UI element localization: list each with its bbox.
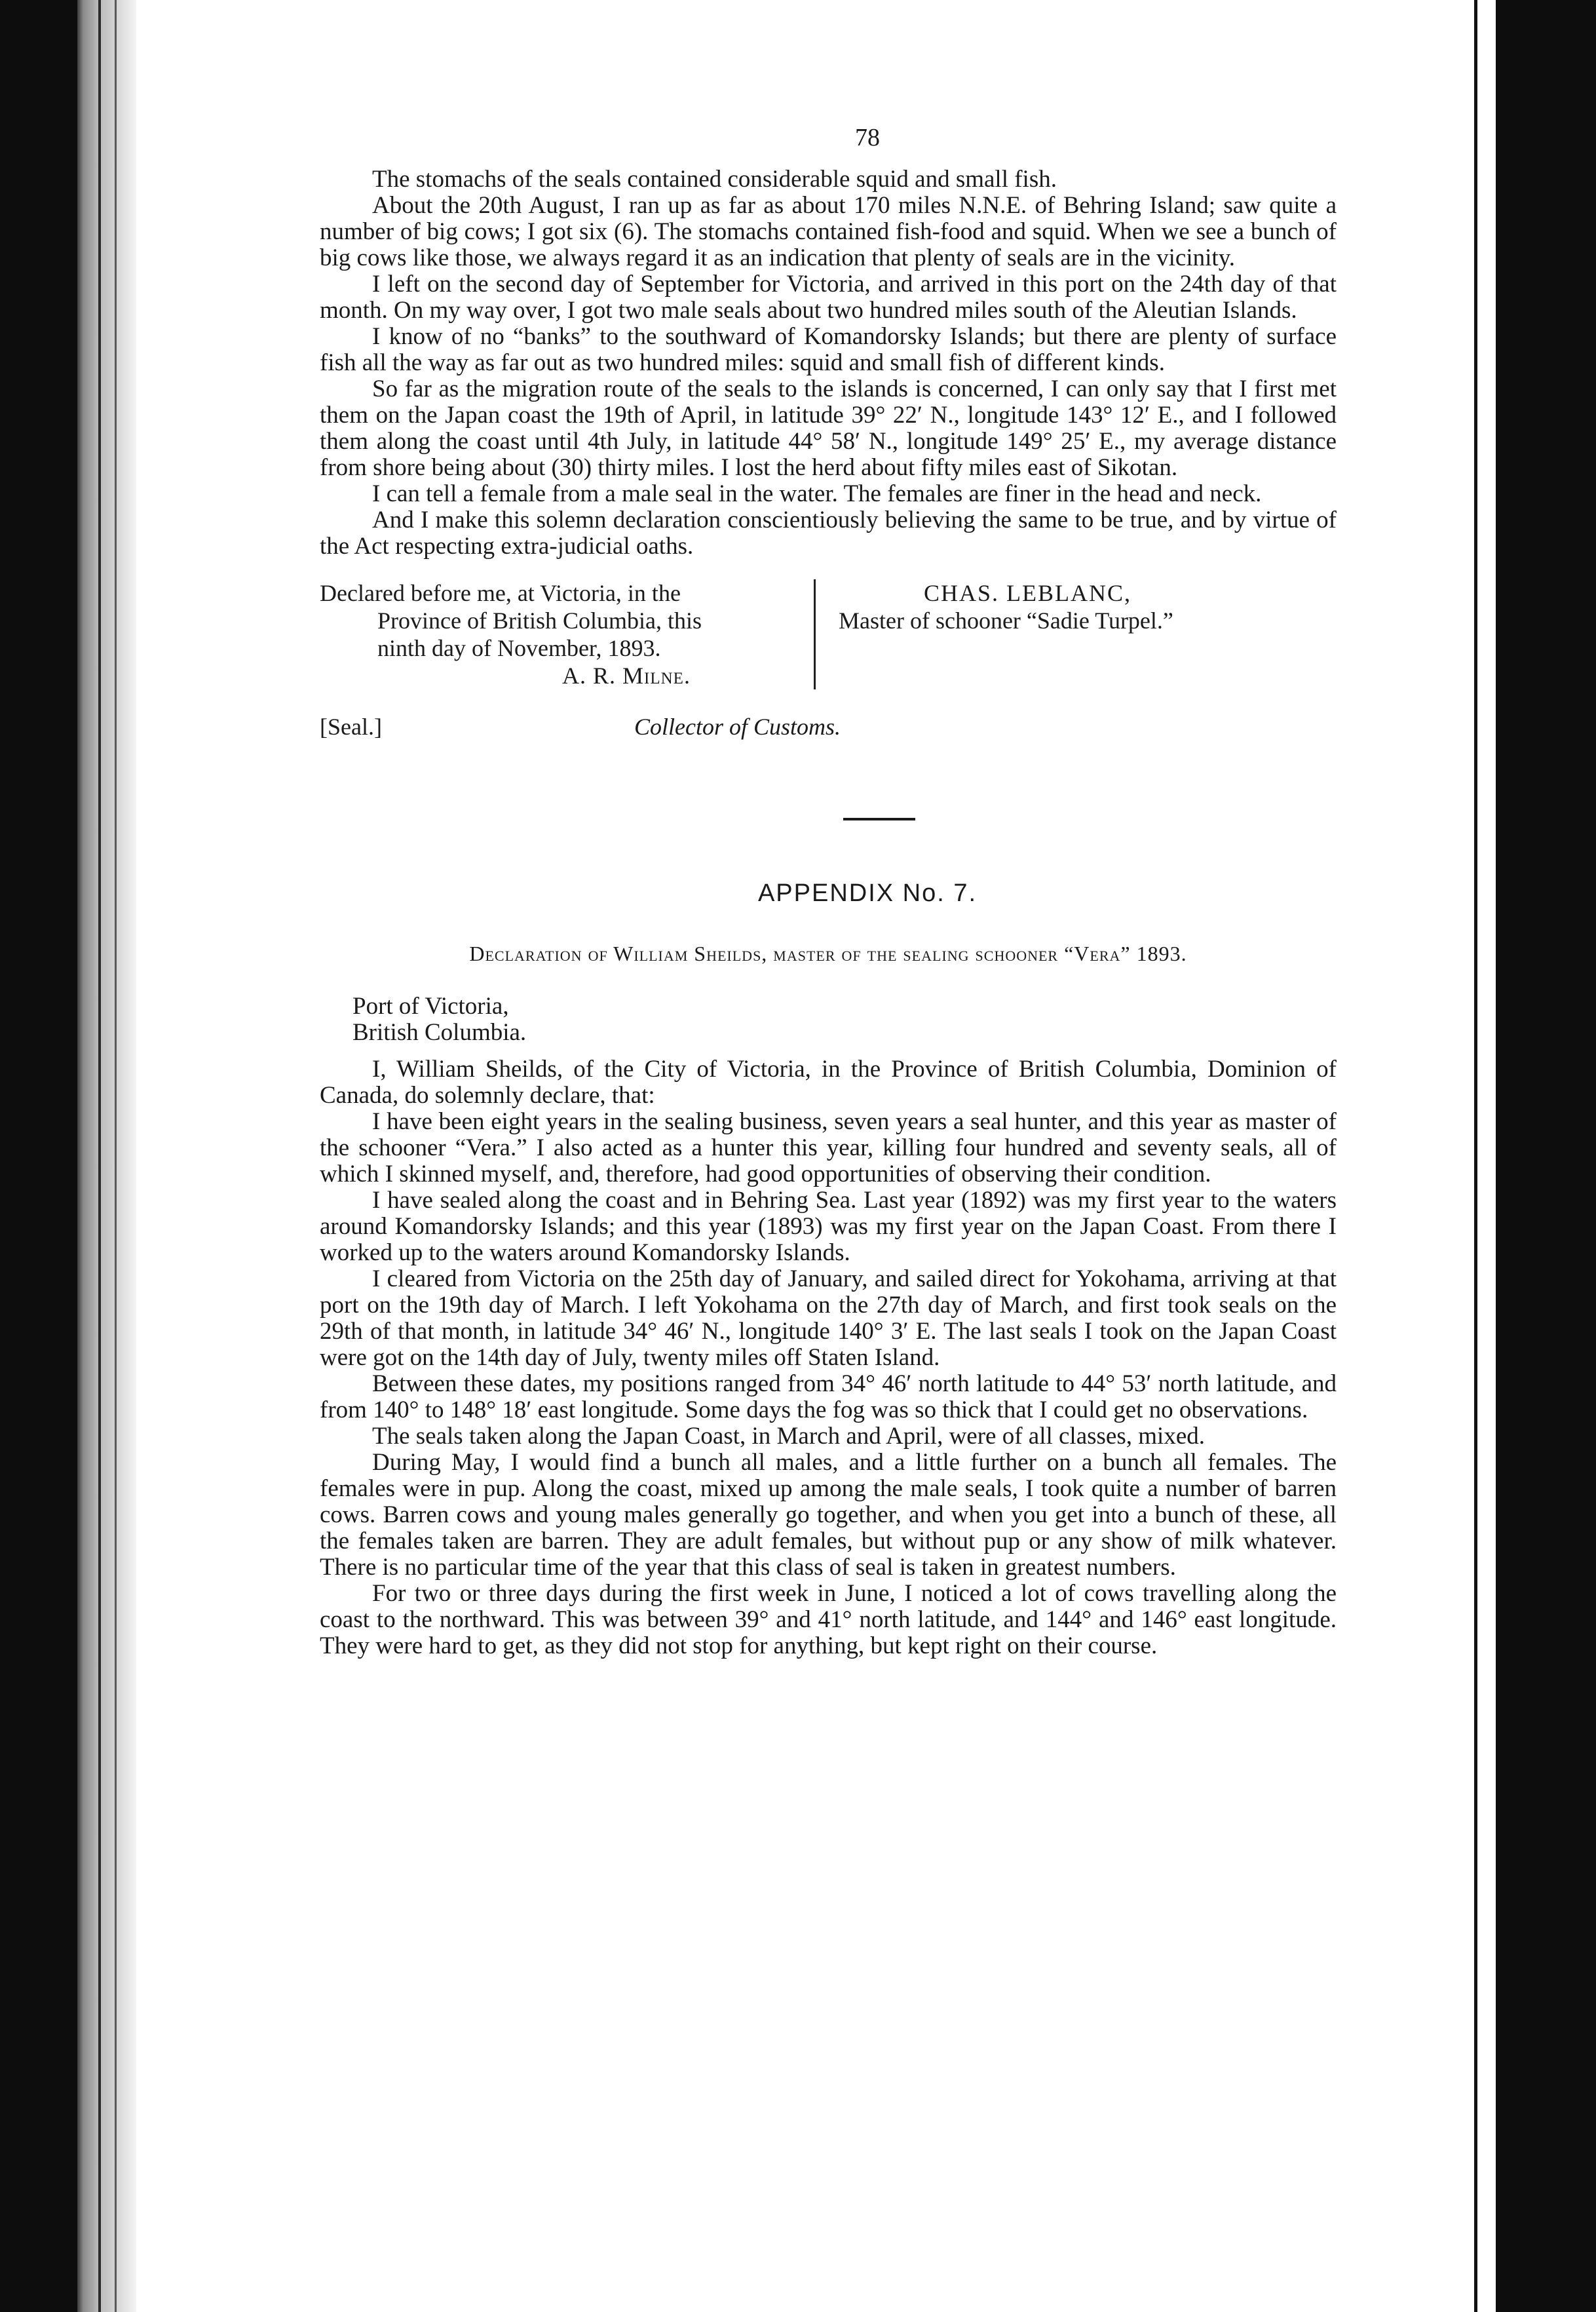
leblanc-declaration-continued	[320, 166, 1337, 560]
paragraph: And I make this solemn declaration conscientiously believing the same to be true, and by virtue of the Act respecting extra-judicial oaths.	[320, 507, 1337, 560]
appendix-title: APPENDIX No. 7.	[757, 879, 978, 907]
venue-line: British Columbia.	[352, 1019, 527, 1046]
declared-line: ninth day of November, 1893.	[377, 635, 661, 661]
scan-border-right	[1496, 0, 1596, 2312]
declarant-signature-block	[839, 579, 1337, 689]
declaration-signature-block	[320, 579, 1337, 689]
book-spine	[77, 0, 136, 2312]
spine-crease-inner	[115, 0, 117, 2312]
declaration-heading: Declaration of William Sheilds, master of the sealing schooner “Vera” 1893.	[469, 942, 1187, 965]
page-number: 78	[855, 124, 880, 151]
paragraph: I cleared from Victoria on the 25th day of January, and sailed direct for Yokohama, arriving at that port on the 19th day of March. I left Yokohama on the 27th day of March, and first took seals on the 29th of that month, in latitude 34° 46′ N., longitude 140° 3′ E. The last seals I took on the Japan Coast were got on the 14th day of July, twenty miles off Staten Island.	[320, 1265, 1337, 1371]
section-divider	[843, 818, 915, 820]
official-title: Collector of Customs.	[634, 714, 841, 740]
paragraph: So far as the migration route of the seals to the islands is concerned, I can only say that I first met them on the Japan coast the 19th of April, in latitude 39° 22′ N., longitude 143° 12′ E., and I followed them along the coast until 4th July, in latitude 44° 58′ N., longitude 149° 25′ E., my average distance from shore being about (30) thirty miles. I lost the herd about fifty miles east of Sikotan.	[320, 376, 1337, 481]
spine-crease	[98, 0, 101, 2312]
paragraph: For two or three days during the first week in June, I noticed a lot of cows travelling along the coast to the northward. This was between 39° and 41° north latitude, and 144° and 146° east longitude. They were hard to get, as they did not stop for anything, but kept right on their course.	[320, 1580, 1337, 1659]
paragraph: I left on the second day of September for Victoria, and arrived in this port on the 24th day of that month. On my way over, I got two male seals about two hundred miles south of the Aleutian Islands.	[320, 271, 1337, 324]
seal-row	[320, 713, 1337, 741]
declarant-name: CHAS. LEBLANC,	[924, 580, 1132, 606]
paragraph: During May, I would find a bunch all males, and a little further on a bunch all females. The females were in pup. Along the coast, mixed up among the male seals, I took quite a number of barren cows. Barren cows and young males generally go together, and when you get into a bunch of these, all the females taken are barren. They are adult females, but without pup or any show of milk whatever. There is no particular time of the year that this class of seal is taken in greatest numbers.	[320, 1449, 1337, 1581]
seal-label: [Seal.]	[320, 714, 382, 740]
sheilds-declaration-body	[320, 1056, 1337, 1659]
paragraph: I have been eight years in the sealing business, seven years a seal hunter, and this year as master of the schooner “Vera.” I also acted as a hunter this year, killing four hundred and seventy seals, all of which I skinned myself, and, therefore, had good opportunities of observing their condition.	[320, 1108, 1337, 1187]
declared-line: Declared before me, at Victoria, in the	[320, 580, 681, 606]
official-signature: A. R. Milne.	[562, 663, 691, 689]
paragraph: The stomachs of the seals contained considerable squid and small fish.	[372, 166, 1057, 193]
paragraph: About the 20th August, I ran up as far as about 170 miles N.N.E. of Behring Island; saw quite a number of big cows; I got six (6). The stomachs contained fish-food and squid. When we see a bunch of big cows like those, we always regard it as an indication that plenty of seals are in the vicinity.	[320, 192, 1337, 271]
page-edge-line	[1474, 0, 1477, 2312]
binding-shadow	[0, 0, 77, 2312]
paragraph: I can tell a female from a male seal in the water. The females are finer in the head and neck.	[372, 480, 1262, 507]
paragraph: I, William Sheilds, of the City of Victoria, in the Province of British Columbia, Dominion of Canada, do solemnly declare, that:	[320, 1056, 1337, 1109]
paragraph: I have sealed along the coast and in Behring Sea. Last year (1892) was my first year to the waters around Komandorsky Islands; and this year (1893) was my first year on the Japan Coast. From there I worked up to the waters around Komandorsky Islands.	[320, 1187, 1337, 1266]
page-content	[320, 123, 1337, 1659]
paragraph: The seals taken along the Japan Coast, in March and April, were of all classes, mixed.	[372, 1423, 1205, 1450]
venue-line: Port of Victoria,	[352, 993, 509, 1020]
paragraph: I know of no “banks” to the southward of Komandorsky Islands; but there are plenty of surface fish all the way as far out as two hundred miles: squid and small fish of different kinds.	[320, 323, 1337, 376]
declarant-title: Master of schooner “Sadie Turpel.”	[839, 607, 1173, 634]
declared-line: Province of British Columbia, this	[377, 607, 702, 634]
paragraph: Between these dates, my positions ranged from 34° 46′ north latitude to 44° 53′ north latitude, and from 140° to 148° 18′ east longitude. Some days the fog was so thick that I could get no observations.	[320, 1370, 1337, 1423]
declared-before-block	[320, 579, 816, 689]
venue-block	[320, 993, 1337, 1046]
